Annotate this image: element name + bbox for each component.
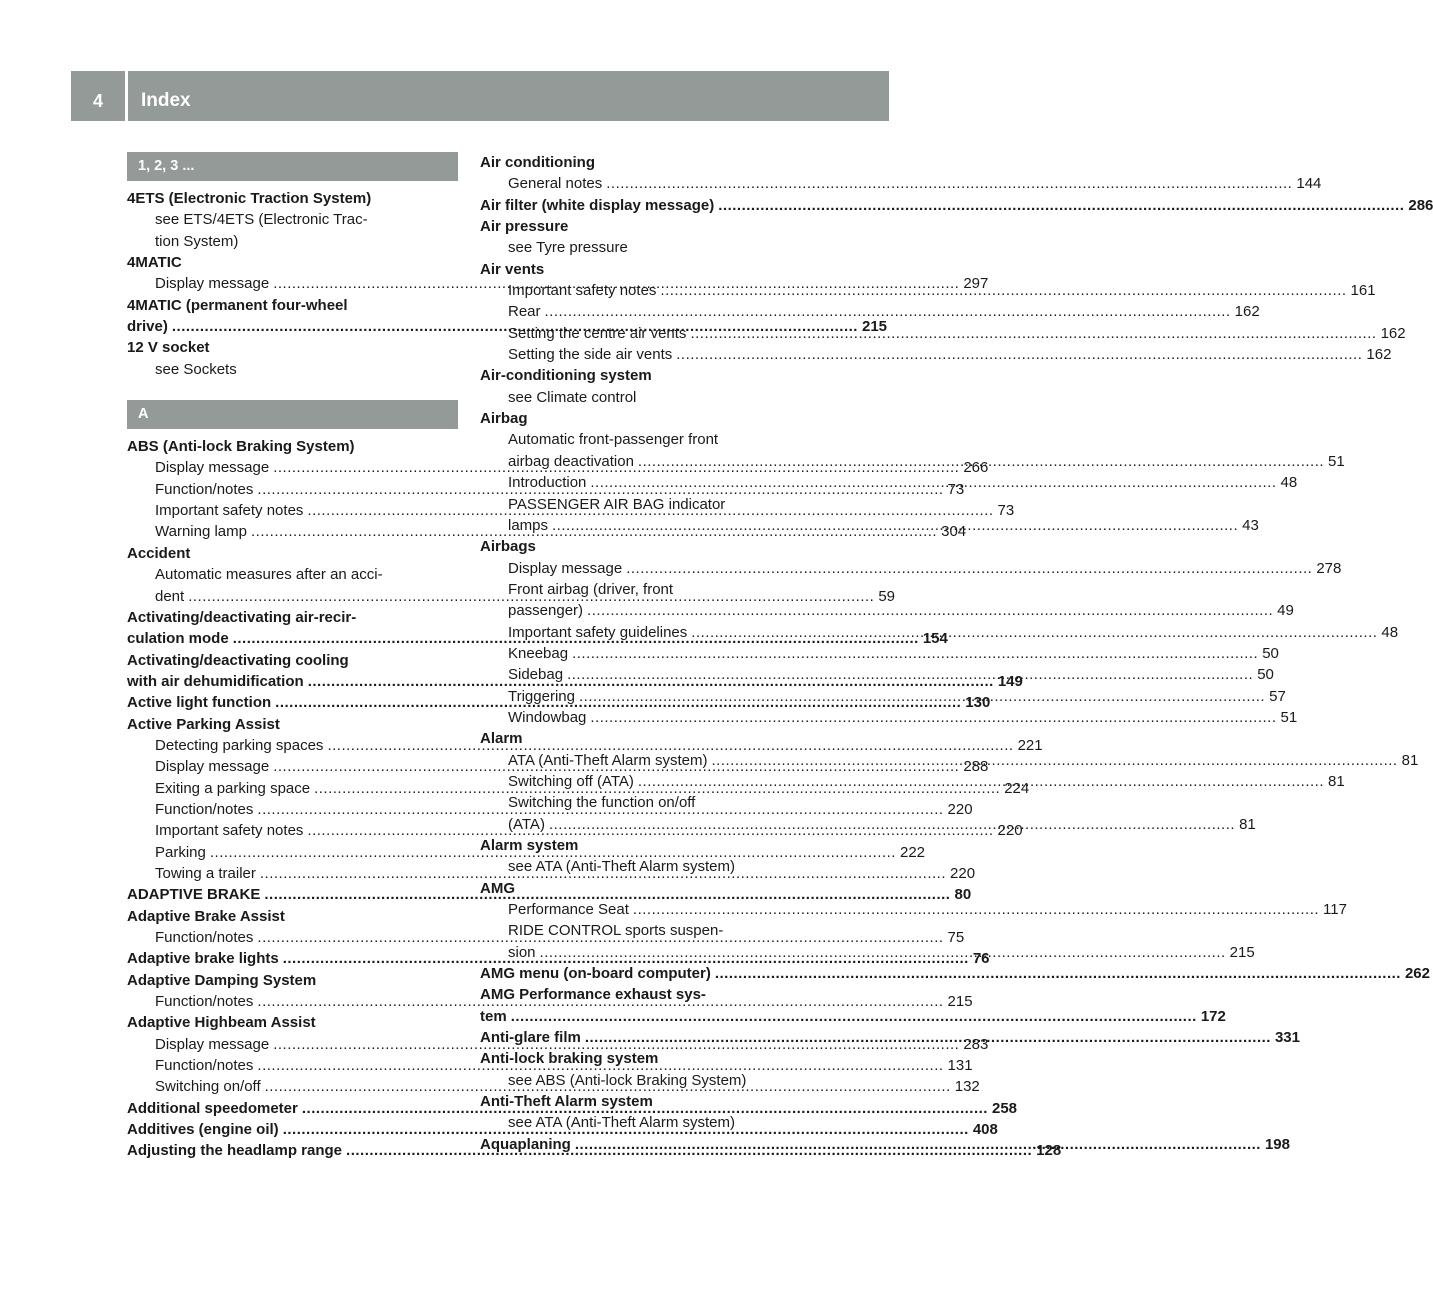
entry-text: see Climate control bbox=[508, 388, 637, 406]
entry-text: Adjusting the headlamp range bbox=[127, 1142, 343, 1160]
entry-text: ABS (Anti-lock Braking System) bbox=[127, 438, 355, 456]
index-subentry[interactable] bbox=[480, 643, 1279, 664]
page-reference[interactable]: 51 bbox=[1280, 708, 1298, 726]
entry-text: with air dehumidification bbox=[127, 672, 304, 690]
dot-leader bbox=[579, 686, 1265, 707]
entry-text: AMG menu (on-board computer) bbox=[480, 965, 711, 983]
dot-leader bbox=[660, 280, 1346, 301]
entry-text: drive) bbox=[127, 318, 168, 336]
entry-text: Air vents bbox=[480, 260, 545, 278]
index-entry bbox=[127, 650, 458, 671]
dot-leader bbox=[552, 515, 1238, 536]
entry-text: see ATA (Anti-Theft Alarm system) bbox=[508, 858, 736, 876]
index-entry bbox=[480, 216, 811, 237]
entry-text: tion System) bbox=[155, 232, 239, 250]
index-entry bbox=[480, 984, 811, 1005]
entry-text: see ETS/4ETS (Electronic Trac- bbox=[155, 211, 368, 229]
index-entry bbox=[480, 365, 811, 386]
entry-text: airbag deactivation bbox=[508, 452, 634, 470]
page-reference[interactable]: 286 bbox=[1408, 196, 1433, 214]
page-reference[interactable]: 331 bbox=[1274, 1029, 1300, 1047]
page-reference[interactable]: 50 bbox=[1262, 644, 1279, 662]
page-reference[interactable]: 57 bbox=[1269, 687, 1286, 705]
page-header bbox=[71, 71, 889, 121]
section-gap bbox=[127, 380, 458, 400]
dot-leader bbox=[585, 1027, 1271, 1048]
entry-text: Switching on/off bbox=[155, 1078, 261, 1096]
entry-text: Airbags bbox=[480, 538, 536, 556]
page-reference[interactable]: 224 bbox=[1004, 779, 1030, 797]
entry-text: culation mode bbox=[127, 630, 229, 648]
entry-text: see Tyre pressure bbox=[508, 239, 628, 257]
entry-text: 4MATIC (permanent four-wheel bbox=[127, 296, 348, 314]
dot-leader bbox=[587, 600, 1273, 621]
index-entry bbox=[127, 295, 458, 316]
entry-text: Windowbag bbox=[508, 708, 587, 726]
dot-leader bbox=[676, 344, 1362, 365]
dot-leader bbox=[567, 664, 1253, 685]
index-subentry[interactable] bbox=[480, 899, 1347, 920]
entry-text: 4ETS (Electronic Traction System) bbox=[127, 190, 372, 207]
dot-leader bbox=[633, 899, 1319, 920]
index-subentry bbox=[480, 429, 811, 450]
entry-text: PASSENGER AIR BAG indicator bbox=[508, 495, 726, 513]
entry-text: Exiting a parking space bbox=[155, 779, 311, 797]
page-reference[interactable]: 162 bbox=[1234, 303, 1260, 321]
page-reference[interactable]: 215 bbox=[1229, 943, 1255, 961]
index-entry bbox=[480, 835, 811, 856]
entry-text: Sidebag bbox=[508, 666, 564, 684]
page-reference[interactable]: 215 bbox=[947, 993, 973, 1011]
index-entry[interactable] bbox=[480, 1006, 1226, 1027]
dot-leader bbox=[715, 963, 1401, 984]
page-reference[interactable]: 48 bbox=[1280, 474, 1298, 492]
index-entry bbox=[127, 188, 458, 209]
page-reference[interactable]: 76 bbox=[972, 950, 990, 968]
dot-leader bbox=[575, 1134, 1261, 1155]
page-reference[interactable]: 128 bbox=[1036, 1142, 1062, 1160]
entry-text: Air filter (white display message) bbox=[480, 196, 715, 214]
entry-text: Rear bbox=[508, 303, 541, 321]
index-subentry bbox=[480, 856, 811, 877]
entry-text: Air pressure bbox=[480, 218, 569, 236]
page-reference[interactable]: 215 bbox=[861, 318, 888, 336]
entry-text: Airbag bbox=[480, 410, 528, 428]
entry-text: Display message bbox=[508, 559, 623, 577]
entry-text: Active light function bbox=[127, 694, 272, 712]
entry-text: Anti-lock braking system bbox=[480, 1050, 659, 1068]
entry-text: Triggering bbox=[508, 687, 575, 705]
entry-text: Kneebag bbox=[508, 644, 569, 662]
page-reference[interactable]: 81 bbox=[1401, 751, 1419, 769]
entry-text: 12 V socket bbox=[127, 339, 210, 357]
index-entry bbox=[127, 337, 458, 358]
page-reference[interactable]: 221 bbox=[1017, 736, 1043, 754]
dot-leader bbox=[638, 451, 1324, 472]
page-reference[interactable]: 154 bbox=[922, 630, 948, 648]
index-subentry bbox=[480, 387, 811, 408]
entry-text: AMG Performance exhaust sys- bbox=[480, 986, 706, 1004]
index-subentry[interactable] bbox=[480, 558, 1342, 579]
entry-text: tem bbox=[480, 1007, 507, 1025]
index-subentry[interactable] bbox=[480, 344, 1392, 365]
entry-text: Display message bbox=[155, 1035, 270, 1053]
page-reference[interactable]: 262 bbox=[1404, 965, 1430, 983]
entry-text: Introduction bbox=[508, 474, 587, 492]
entry-text: General notes bbox=[508, 175, 603, 193]
entry-text: Important safety notes bbox=[155, 502, 304, 520]
index-entry[interactable] bbox=[480, 963, 1430, 984]
page-reference[interactable]: 288 bbox=[963, 758, 989, 776]
index-subentry bbox=[480, 1112, 811, 1133]
index-entry bbox=[127, 607, 458, 628]
entry-text: Accident bbox=[127, 544, 191, 562]
page-reference[interactable]: 162 bbox=[1366, 346, 1392, 364]
entry-text: Aquaplaning bbox=[480, 1135, 571, 1153]
index-subentry bbox=[480, 920, 811, 941]
entry-text: Air conditioning bbox=[480, 154, 595, 171]
entry-text: Additional speedometer bbox=[127, 1099, 298, 1117]
page-reference[interactable]: 117 bbox=[1323, 901, 1347, 919]
index-subentry bbox=[480, 792, 811, 813]
entry-text: Adaptive Damping System bbox=[127, 971, 317, 989]
entry-text: Important safety notes bbox=[155, 822, 304, 840]
index-entry bbox=[480, 1048, 811, 1069]
index-entry bbox=[480, 536, 811, 557]
entry-text: see ATA (Anti-Theft Alarm system) bbox=[508, 1114, 736, 1132]
index-subentry bbox=[480, 579, 811, 600]
entry-text: dent bbox=[155, 587, 185, 605]
page-reference[interactable]: 220 bbox=[947, 800, 973, 818]
page-reference[interactable]: 50 bbox=[1257, 666, 1274, 684]
dot-leader bbox=[691, 622, 1377, 643]
entry-text: Automatic measures after an acci- bbox=[155, 566, 383, 584]
dot-leader bbox=[690, 323, 1376, 344]
page-reference[interactable]: 131 bbox=[947, 1057, 973, 1075]
index-entry bbox=[480, 408, 811, 429]
index-entry bbox=[480, 152, 811, 173]
index-entry bbox=[480, 259, 811, 280]
index-entry bbox=[127, 436, 458, 457]
dot-leader bbox=[545, 301, 1231, 322]
dot-leader bbox=[606, 173, 1292, 194]
entry-text: ADAPTIVE BRAKE bbox=[127, 886, 261, 904]
entry-text: (ATA) bbox=[508, 815, 545, 833]
page-reference[interactable]: 73 bbox=[997, 502, 1015, 520]
page-reference[interactable]: 49 bbox=[1277, 602, 1294, 620]
entry-text: Function/notes bbox=[155, 480, 254, 498]
entry-text: passenger) bbox=[508, 602, 584, 620]
page-reference[interactable]: 51 bbox=[1328, 452, 1345, 470]
entry-text: Display message bbox=[155, 459, 270, 477]
page-title: Index bbox=[141, 90, 191, 111]
page-reference[interactable]: 130 bbox=[965, 694, 991, 712]
index-entry bbox=[480, 728, 811, 749]
entry-text: Setting the side air vents bbox=[508, 346, 673, 364]
index-subentry bbox=[480, 1070, 811, 1091]
entry-text: Performance Seat bbox=[508, 901, 629, 919]
entry-text: 4MATIC bbox=[127, 254, 182, 272]
index-subentry[interactable] bbox=[480, 600, 1294, 621]
dot-leader bbox=[590, 472, 1276, 493]
page-reference[interactable]: 408 bbox=[972, 1121, 998, 1139]
section-header: A bbox=[127, 400, 458, 429]
dot-leader bbox=[626, 558, 1312, 579]
entry-text: see ABS (Anti-lock Braking System) bbox=[508, 1071, 747, 1089]
entry-text: Active Parking Assist bbox=[127, 715, 280, 733]
dot-leader bbox=[718, 195, 1404, 216]
page-reference[interactable]: 220 bbox=[997, 822, 1023, 840]
page-number: 4 bbox=[92, 91, 103, 111]
index-subentry bbox=[127, 564, 458, 585]
entry-text: AMG bbox=[480, 879, 515, 897]
index-entry bbox=[127, 714, 458, 735]
dot-leader bbox=[540, 942, 1226, 963]
entry-text: Additives (engine oil) bbox=[127, 1121, 279, 1139]
dot-leader bbox=[549, 814, 1235, 835]
page-reference[interactable]: 75 bbox=[947, 929, 965, 946]
entry-text: Air-conditioning system bbox=[480, 367, 652, 385]
page-reference[interactable]: 161 bbox=[1350, 282, 1376, 300]
entry-text: Warning lamp bbox=[155, 523, 247, 541]
page-reference[interactable]: 304 bbox=[941, 523, 967, 541]
entry-text: Front airbag (driver, front bbox=[508, 580, 674, 598]
index-entry bbox=[127, 970, 458, 991]
entry-text: sion bbox=[508, 943, 536, 961]
page-reference[interactable]: 278 bbox=[1316, 559, 1342, 577]
page-reference[interactable]: 80 bbox=[954, 886, 972, 904]
entry-text: ATA (Anti-Theft Alarm system) bbox=[508, 751, 708, 769]
entry-text: Anti-Theft Alarm system bbox=[480, 1093, 653, 1111]
page-reference[interactable]: 48 bbox=[1381, 623, 1399, 641]
page-reference[interactable]: 144 bbox=[1296, 175, 1322, 193]
page-reference[interactable]: 283 bbox=[963, 1035, 989, 1053]
entry-text: Switching the function on/off bbox=[508, 794, 696, 812]
page-reference[interactable]: 162 bbox=[1380, 324, 1406, 342]
page-reference[interactable]: 73 bbox=[947, 480, 965, 498]
header-separator bbox=[125, 71, 128, 121]
page-reference[interactable]: 258 bbox=[991, 1099, 1018, 1117]
entry-text: Detecting parking spaces bbox=[155, 736, 324, 754]
entry-text: lamps bbox=[508, 516, 549, 534]
page-reference[interactable]: 81 bbox=[1328, 772, 1345, 790]
entry-text: Alarm bbox=[480, 730, 523, 748]
page-reference[interactable]: 43 bbox=[1242, 516, 1259, 534]
index-subentry bbox=[127, 231, 458, 252]
index-subentry bbox=[480, 237, 811, 258]
page-reference[interactable]: 149 bbox=[997, 672, 1023, 690]
entry-text: see Sockets bbox=[155, 360, 237, 378]
index-entry bbox=[127, 906, 458, 927]
entry-text: Important safety notes bbox=[508, 282, 657, 300]
index-entry bbox=[127, 252, 458, 273]
entry-text: Alarm system bbox=[480, 837, 579, 854]
entry-text: Parking bbox=[155, 843, 206, 861]
entry-text: Anti-glare film bbox=[480, 1029, 581, 1047]
entry-text: Towing a trailer bbox=[155, 864, 256, 882]
dot-leader bbox=[511, 1006, 1197, 1027]
index-subentry[interactable] bbox=[480, 173, 1322, 194]
index-entry bbox=[480, 878, 811, 899]
page-reference[interactable]: 266 bbox=[963, 459, 989, 477]
page-reference[interactable]: 198 bbox=[1264, 1135, 1290, 1153]
page-reference[interactable]: 81 bbox=[1239, 815, 1256, 833]
page-reference[interactable]: 172 bbox=[1200, 1007, 1226, 1025]
entry-text: Function/notes bbox=[155, 800, 254, 818]
page-reference[interactable]: 222 bbox=[899, 843, 926, 861]
index-subentry bbox=[127, 359, 458, 380]
index-entry bbox=[480, 1091, 811, 1112]
dot-leader bbox=[711, 750, 1397, 771]
entry-text: Activating/deactivating cooling bbox=[127, 651, 349, 669]
entry-text: RIDE CONTROL sports suspen- bbox=[508, 922, 724, 940]
entry-text: Automatic front-passenger front bbox=[508, 431, 719, 449]
entry-text: Setting the centre air vents bbox=[508, 324, 687, 342]
index-entry[interactable] bbox=[480, 195, 1433, 216]
entry-text: Adaptive Highbeam Assist bbox=[127, 1014, 316, 1032]
index-entry bbox=[127, 543, 458, 564]
dot-leader bbox=[590, 707, 1276, 728]
index-entry bbox=[127, 1012, 458, 1033]
entry-text: Adaptive brake lights bbox=[127, 950, 279, 968]
entry-text: Switching off (ATA) bbox=[508, 772, 634, 790]
dot-leader bbox=[638, 771, 1324, 792]
index-subentry[interactable] bbox=[480, 707, 1298, 728]
index-subentry bbox=[480, 494, 811, 515]
entry-text: Display message bbox=[155, 758, 270, 776]
entry-text: Function/notes bbox=[155, 1057, 254, 1075]
entry-text: Adaptive Brake Assist bbox=[127, 907, 285, 925]
entry-text: Important safety guidelines bbox=[508, 623, 688, 641]
page-reference[interactable]: 297 bbox=[963, 275, 989, 293]
entry-text: Activating/deactivating air-recir- bbox=[127, 608, 357, 626]
index-subentry[interactable] bbox=[480, 301, 1260, 322]
entry-text: Display message bbox=[155, 275, 270, 293]
index-subentry bbox=[127, 209, 458, 230]
entry-text: Function/notes bbox=[155, 929, 254, 946]
dot-leader bbox=[572, 643, 1258, 664]
page-reference[interactable]: 132 bbox=[954, 1078, 980, 1096]
page-reference[interactable]: 220 bbox=[950, 864, 976, 882]
page-reference[interactable]: 59 bbox=[878, 587, 896, 605]
entry-text: Function/notes bbox=[155, 993, 254, 1011]
section-header: 1, 2, 3 ... bbox=[127, 152, 458, 181]
